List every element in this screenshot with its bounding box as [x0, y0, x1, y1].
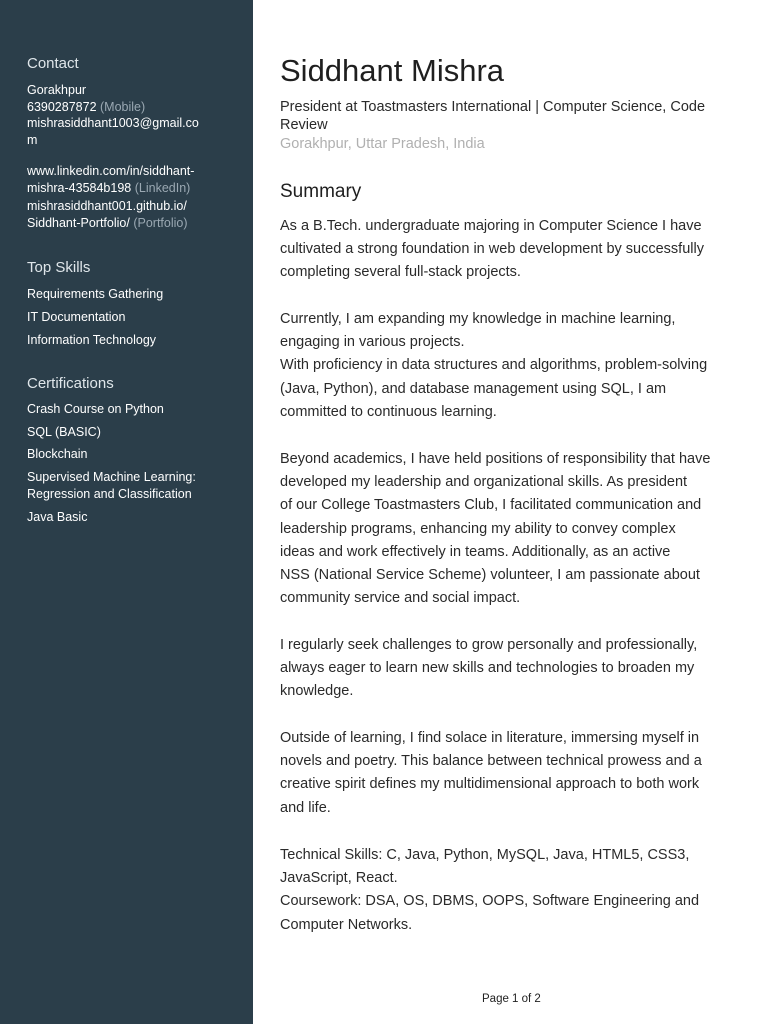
text-line: As a B.Tech. undergraduate majoring in Computer Science I have: [280, 218, 702, 234]
list-item: Java Basic: [27, 510, 88, 524]
sidebar: [0, 0, 253, 1024]
cert-line-2: Regression and Classification: [27, 487, 192, 501]
linkedin-line-2[interactable]: mishra-43584b198: [27, 181, 132, 195]
portfolio-line-1[interactable]: mishrasiddhant001.github.io/: [27, 199, 187, 213]
portfolio-line-2[interactable]: Siddhant-Portfolio/: [27, 216, 130, 230]
contact-email[interactable]: [27, 115, 199, 149]
text-line: With proficiency in data structures and algorithms, problem-solving: [280, 357, 708, 374]
skills-heading: Top Skills: [27, 259, 91, 276]
page-number: Page 1 of 2: [482, 993, 541, 1005]
text-line: novels and poetry. This balance between technical prowess and a: [280, 753, 702, 770]
summary-paragraph-4: [280, 634, 697, 704]
phone-tag: (Mobile): [100, 100, 146, 114]
text-line: completing several full-stack projects.: [280, 264, 521, 281]
contact-linkedin[interactable]: [27, 163, 194, 197]
text-line: and life.: [280, 799, 331, 816]
text-line: Currently, I am expanding my knowledge in machine learning,: [280, 311, 676, 327]
text-line: knowledge.: [280, 683, 354, 700]
summary-paragraph-1: [280, 215, 704, 285]
contact-portfolio[interactable]: [27, 198, 188, 232]
text-line: committed to continuous learning.: [280, 403, 497, 420]
cert-line-1: Supervised Machine Learning:: [27, 470, 196, 484]
linkedin-line-1[interactable]: www.linkedin.com/in/siddhant-: [27, 164, 195, 178]
text-line: developed my leadership and organizational skills. As president: [280, 474, 688, 491]
text-line: Beyond academics, I have held positions of responsibility that have: [280, 451, 711, 467]
list-item: Crash Course on Python: [27, 402, 164, 416]
summary-paragraph-2: [280, 308, 707, 424]
summary-paragraph-3: [280, 448, 710, 610]
location: Gorakhpur, Uttar Pradesh, India: [280, 136, 485, 152]
text-line: of our College Toastmasters Club, I facilitated communication and: [280, 497, 702, 514]
certifications-heading: Certifications: [27, 375, 114, 392]
text-line: Outside of learning, I find solace in literature, immersing myself in: [280, 730, 700, 746]
contact-phone: [27, 99, 145, 116]
summary-heading: Summary: [280, 181, 362, 202]
text-line: engaging in various projects.: [280, 334, 465, 351]
email-line-1[interactable]: mishrasiddhant1003@gmail.co: [27, 116, 199, 130]
text-line: NSS (National Service Scheme) volunteer, I am passionate about: [280, 567, 700, 584]
email-line-2[interactable]: m: [27, 133, 38, 147]
text-line: Technical Skills: C, Java, Python, MySQL, Java, HTML5, CSS3,: [280, 847, 690, 863]
text-line: I regularly seek challenges to grow personally and professionally,: [280, 637, 698, 653]
contact-city: Gorakhpur: [27, 83, 87, 97]
contact-heading: Contact: [27, 55, 79, 72]
phone-number: 6390287872: [27, 100, 97, 114]
text-line: community service and social impact.: [280, 590, 521, 607]
text-line: Computer Networks.: [280, 916, 413, 933]
text-line: always eager to learn new skills and technologies to broaden my: [280, 660, 695, 677]
list-item: [27, 469, 196, 503]
list-item: Blockchain: [27, 447, 88, 461]
person-name: Siddhant Mishra: [280, 53, 505, 88]
text-line: creative spirit defines my multidimensional approach to both work: [280, 776, 700, 793]
summary-paragraph-6: [280, 844, 699, 937]
text-line: JavaScript, React.: [280, 870, 398, 887]
text-line: ideas and work effectively in teams. Additionally, as an active: [280, 543, 671, 560]
text-line: Coursework: DSA, OS, DBMS, OOPS, Software Engineering and: [280, 893, 700, 910]
headline: President at Toastmasters International | Computer Science, Code Review: [280, 99, 706, 133]
list-item: IT Documentation: [27, 310, 126, 324]
text-line: cultivated a strong foundation in web development by successfully: [280, 241, 704, 258]
portfolio-tag: (Portfolio): [133, 216, 188, 230]
linkedin-tag: (LinkedIn): [134, 181, 191, 195]
text-line: (Java, Python), and database management using SQL, I am: [280, 380, 667, 397]
list-item: Requirements Gathering: [27, 287, 164, 301]
list-item: SQL (BASIC): [27, 425, 101, 439]
list-item: Information Technology: [27, 333, 157, 347]
summary-paragraph-5: [280, 727, 702, 820]
text-line: leadership programs, enhancing my ability to convey complex: [280, 520, 676, 537]
